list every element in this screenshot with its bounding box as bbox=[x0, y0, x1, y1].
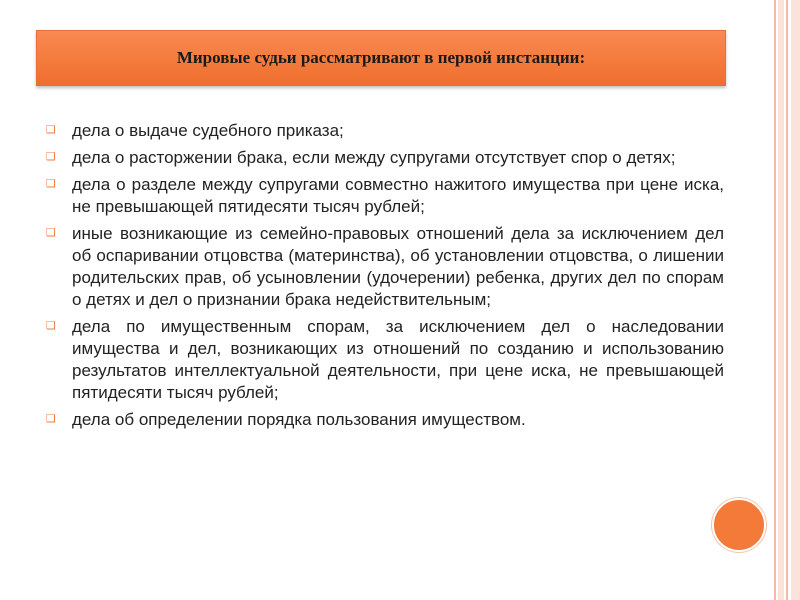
slide-title-bar bbox=[36, 30, 726, 86]
list-item-text: иные возникающие из семейно-правовых отношений дела за исключением дел об оспаривании отцовства (материнства), об установлении отцовства, о лишении родительских прав, об усыновлении (удочерении) ребенка, других дел по спорам о детях и дел о признании брака недействительным; bbox=[72, 224, 724, 309]
bullet-list bbox=[44, 120, 724, 431]
bullet-icon: ❑ bbox=[46, 320, 56, 332]
list-item bbox=[44, 147, 724, 169]
list-item-text: дела о выдаче судебного приказа; bbox=[72, 121, 344, 140]
list-item bbox=[44, 174, 724, 218]
list-item bbox=[44, 223, 724, 311]
bullet-icon: ❑ bbox=[46, 124, 56, 136]
list-item bbox=[44, 120, 724, 142]
list-item bbox=[44, 316, 724, 404]
bullet-icon: ❑ bbox=[46, 178, 56, 190]
list-item-text: дела о расторжении брака, если между супругами отсутствует спор о детях; bbox=[72, 148, 676, 167]
list-item-text: дела по имущественным спорам, за исключением дел о наследовании имущества и дел, возникающих из отношений по созданию и использованию результатов интеллектуальной деятельности, при цене иска, не превышающей пятидесяти тысяч рублей; bbox=[72, 317, 724, 402]
stripe-line bbox=[774, 0, 776, 600]
decorative-circle bbox=[712, 498, 766, 552]
slide-title: Мировые судьи рассматривают в первой инстанции: bbox=[176, 48, 586, 67]
stripe-band bbox=[778, 0, 784, 600]
stripe-band bbox=[791, 0, 800, 600]
list-item-text: дела о разделе между супругами совместно нажитого имущества при цене иска, не превышающей пятидесяти тысяч рублей; bbox=[72, 175, 724, 216]
bullet-icon: ❑ bbox=[46, 151, 56, 163]
bullet-icon: ❑ bbox=[46, 227, 56, 239]
stripe-line bbox=[786, 0, 788, 600]
decorative-side-stripes bbox=[766, 0, 800, 600]
list-item bbox=[44, 409, 724, 431]
bullet-icon: ❑ bbox=[46, 413, 56, 425]
list-item-text: дела об определении порядка пользования имуществом. bbox=[72, 410, 526, 429]
slide-content bbox=[44, 120, 724, 436]
